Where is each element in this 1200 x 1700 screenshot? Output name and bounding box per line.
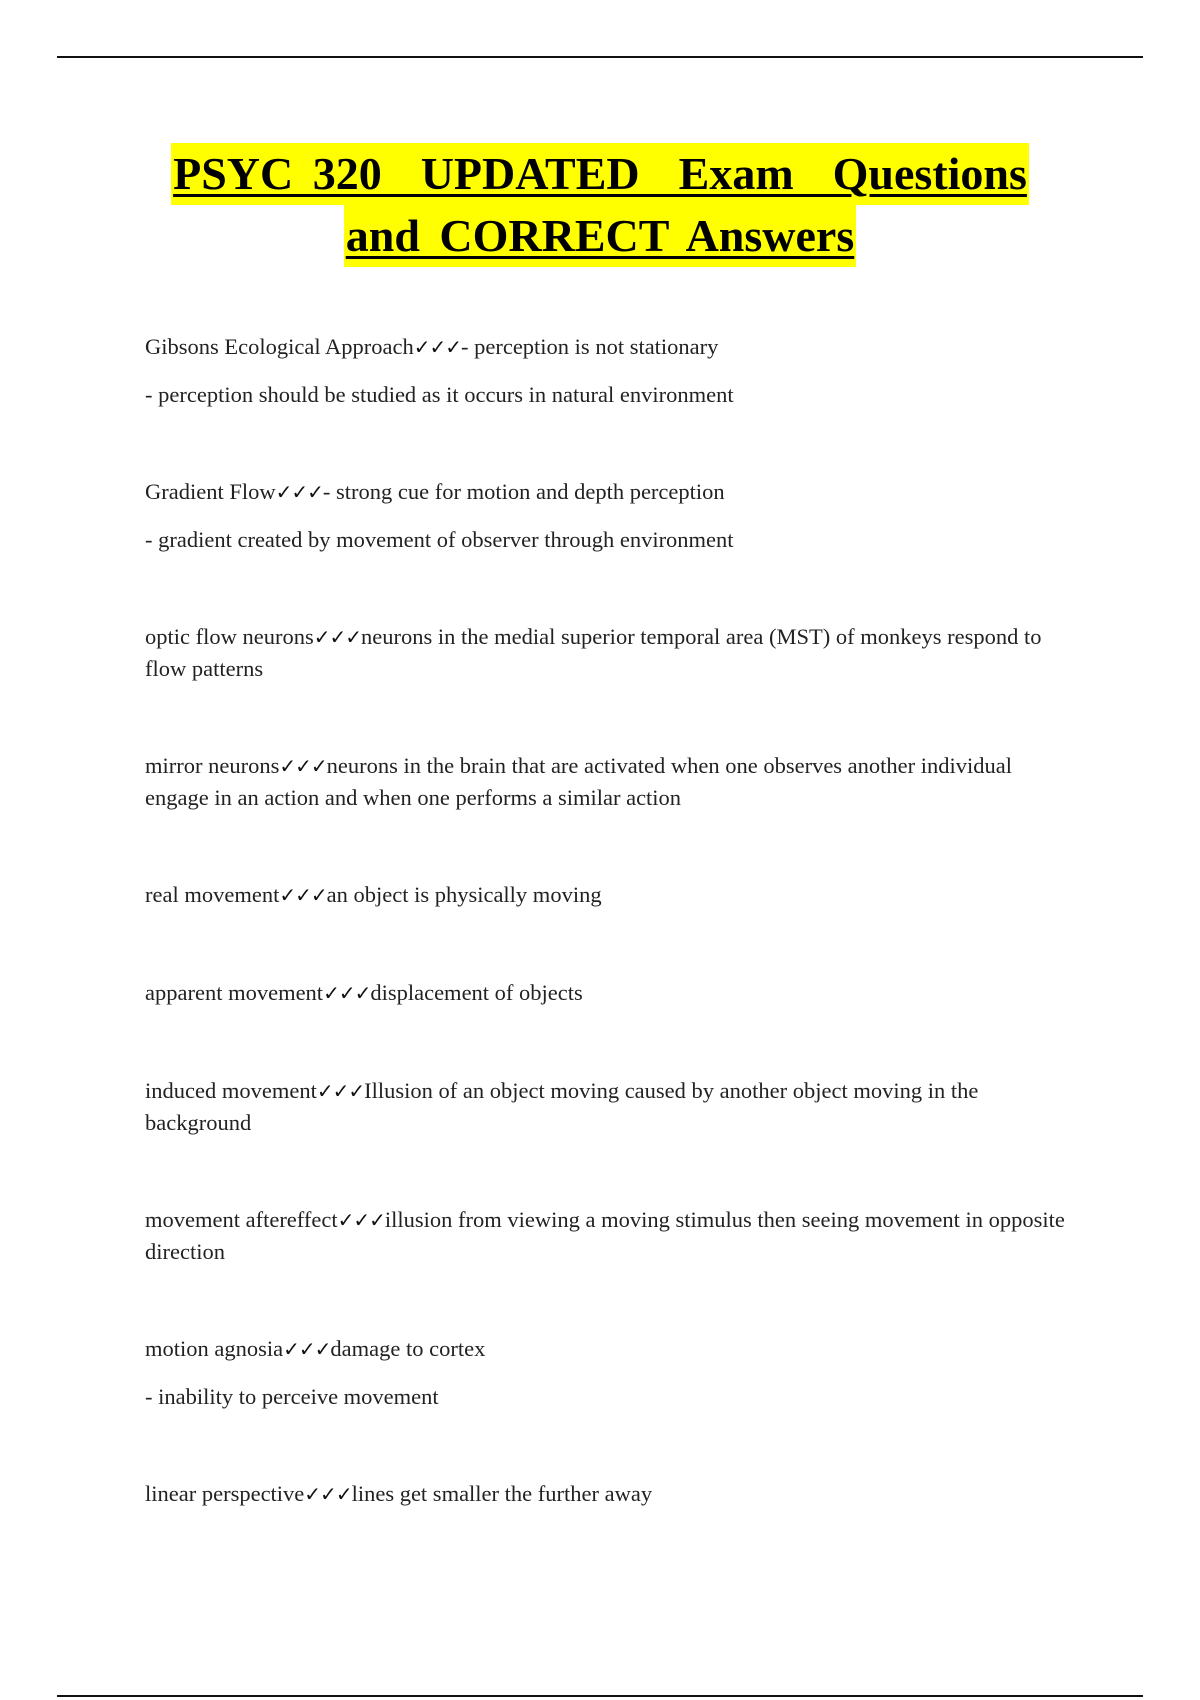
- qa-term-definition: [145, 1478, 1075, 1510]
- qa-term-definition: [145, 331, 1075, 363]
- qa-entry: [145, 331, 1075, 410]
- term: optic flow neurons: [145, 624, 314, 649]
- checkmark-icon: ✓✓✓: [283, 1337, 331, 1361]
- document-title: [0, 143, 1200, 267]
- checkmark-icon: ✓✓✓: [279, 754, 327, 778]
- definition: lines get smaller the further away: [351, 1481, 653, 1506]
- qa-entry: [145, 1204, 1075, 1267]
- footer-rule: [57, 1695, 1143, 1697]
- term: induced movement: [145, 1078, 317, 1103]
- checkmark-icon: ✓✓✓: [275, 480, 323, 504]
- definition: neurons in the medial superior temporal area (MST) of monkeys respond to flow patterns: [145, 624, 1042, 681]
- qa-term-definition: [145, 1075, 1075, 1138]
- qa-term-definition: [145, 977, 1075, 1009]
- title-line-2: and CORRECT Answers: [344, 205, 856, 267]
- checkmark-icon: ✓✓✓: [323, 981, 371, 1005]
- header-rule: [57, 56, 1143, 58]
- checkmark-icon: ✓✓✓: [316, 1079, 365, 1103]
- definition-extra: - inability to perceive movement: [145, 1384, 439, 1409]
- qa-entry: [145, 750, 1075, 813]
- definition: damage to cortex: [330, 1336, 486, 1361]
- definition-extra: - gradient created by movement of observer through environment: [145, 527, 734, 552]
- qa-term-definition: [145, 476, 1075, 508]
- qa-term-definition: [145, 1204, 1075, 1267]
- definition: Illusion of an object moving caused by another object moving in the background: [145, 1078, 979, 1135]
- term: real movement: [145, 882, 280, 907]
- qa-list: [145, 331, 1075, 1576]
- term: motion agnosia: [145, 1336, 284, 1361]
- term: Gibsons Ecological Approach: [145, 334, 414, 359]
- term: mirror neurons: [145, 753, 280, 778]
- qa-entry: [145, 1333, 1075, 1412]
- definition: an object is physically moving: [326, 882, 602, 907]
- definition: - perception is not stationary: [460, 334, 719, 359]
- qa-term-definition: [145, 621, 1075, 684]
- qa-term-definition: [145, 879, 1075, 911]
- definition: neurons in the brain that are activated when one observes another individual engage in an action and when one performs a similar action: [145, 753, 1013, 810]
- term: movement aftereffect: [145, 1207, 338, 1232]
- qa-entry: [145, 977, 1075, 1009]
- term: Gradient Flow: [145, 479, 276, 504]
- term: linear perspective: [145, 1481, 305, 1506]
- definition: - strong cue for motion and depth perception: [322, 479, 725, 504]
- qa-entry: [145, 1478, 1075, 1510]
- checkmark-icon: ✓✓✓: [413, 335, 461, 359]
- checkmark-icon: ✓✓✓: [279, 883, 327, 907]
- term: apparent movement: [145, 980, 324, 1005]
- qa-term-definition: [145, 1333, 1075, 1365]
- checkmark-icon: ✓✓✓: [304, 1482, 352, 1506]
- title-line-1: PSYC 320 UPDATED Exam Questions: [171, 143, 1029, 205]
- qa-entry: [145, 1075, 1075, 1138]
- qa-term-definition: [145, 750, 1075, 813]
- qa-entry: [145, 621, 1075, 684]
- qa-entry: [145, 476, 1075, 555]
- qa-entry: [145, 879, 1075, 911]
- definition-extra: - perception should be studied as it occurs in natural environment: [145, 382, 734, 407]
- definition: displacement of objects: [370, 980, 583, 1005]
- checkmark-icon: ✓✓✓: [337, 1208, 385, 1232]
- definition: illusion from viewing a moving stimulus then seeing movement in opposite direction: [145, 1207, 1065, 1264]
- checkmark-icon: ✓✓✓: [313, 625, 361, 649]
